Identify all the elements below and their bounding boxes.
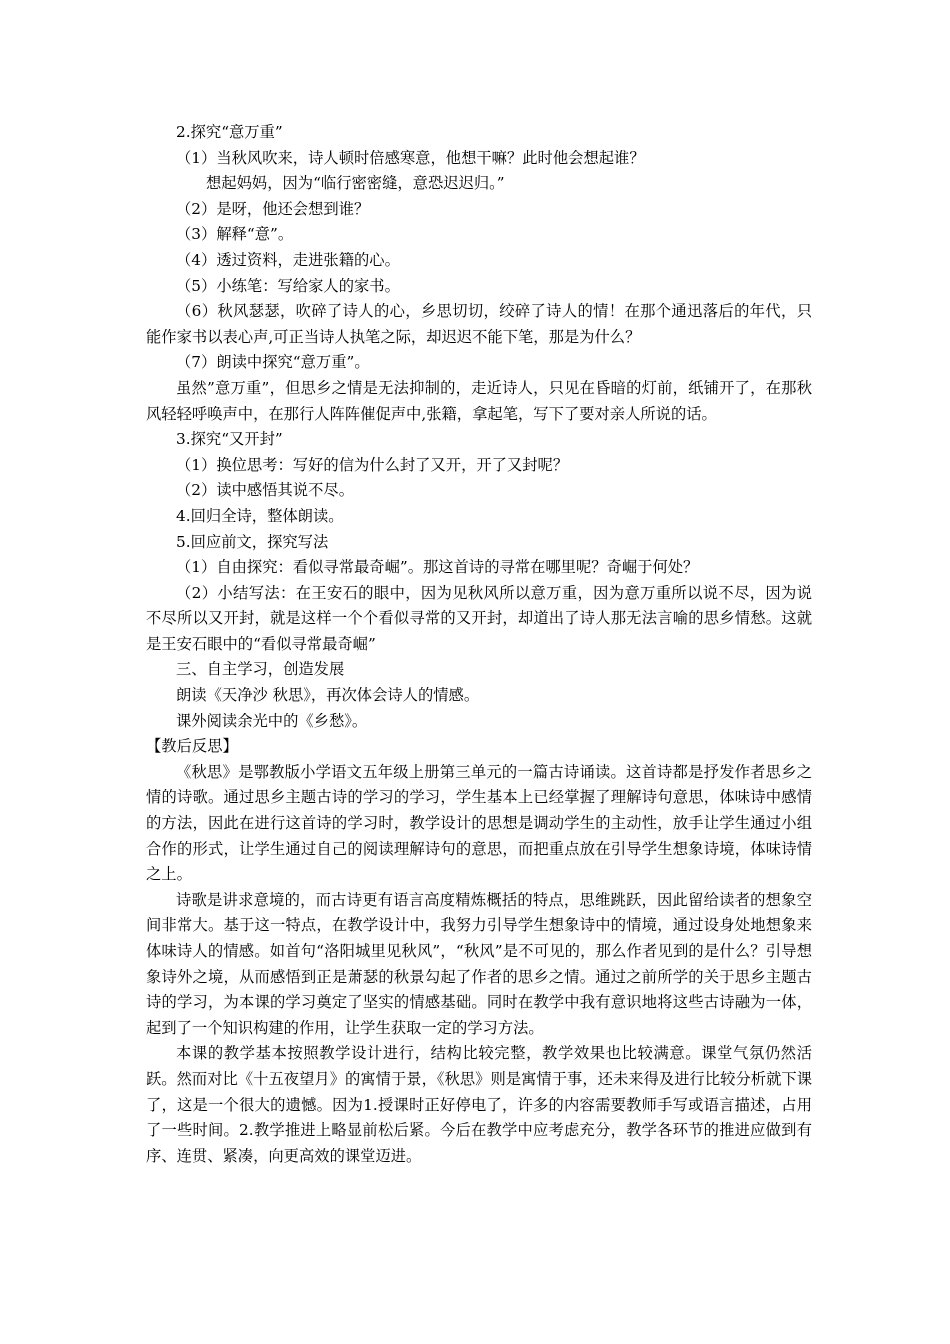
paragraph: （4）透过资料，走进张籍的心。: [176, 250, 400, 269]
paragraph: 朗读《天净沙 秋思》，再次体会诗人的情感。: [176, 686, 480, 705]
paragraph: 本课的教学基本按照教学设计进行，结构比较完整，教学效果也比较满意。课堂气氛仍然活跃。然而对比《十五夜望月》的寓情于景，《秋思》则是寓情于事，还未来得及进行比较分析就下课了，这是一个很大的遗憾。因为1.授课时正好停电了，许多的内容需要教师手写或语言描述，占用了一些时间。2.教学推进上略显前松后紧。今后在教学中应考虑充分，教学各环节的推进应做到有序、连贯、紧凑，向更高效的课堂迈进。: [146, 1044, 812, 1165]
paragraph: 虽然”意万重”，但思乡之情是无法抑制的，走近诗人，只见在昏暗的灯前，纸铺开了，在那秋风轻轻呼唤声中，在那行人阵阵催促声中,张籍，拿起笔，写下了要对亲人所说的话。: [146, 378, 812, 423]
section-heading: 5.回应前文，探究写法: [176, 532, 329, 551]
section-heading: 三、自主学习，创造发展: [176, 660, 345, 679]
section-heading: 3.探究“又开封”: [176, 430, 283, 449]
paragraph: 《秋思》是鄂教版小学语文五年级上册第三单元的一篇古诗诵读。这首诗都是抒发作者思乡之情的诗歌。通过思乡主题古诗的学习的学习，学生基本上已经掌握了理解诗句意思，体味诗中感情的方法，因此在进行这首诗的学习时，教学设计的思想是调动学生的主动性，放手让学生通过小组合作的形式，让学生通过自己的阅读理解诗句的意思，而把重点放在引导学生想象诗境，体味诗情之上。: [146, 762, 812, 884]
section-heading: 4.回归全诗，整体朗读。: [176, 506, 344, 525]
paragraph: （2）小结写法：在王安石的眼中，因为见秋风所以意万重，因为意万重所以说不尽，因为说不尽所以又开封，就是这样一个个看似寻常的又开封，却道出了诗人那无法言喻的思乡情愁。这就是王安石眼中的“看似寻常最奇崛”: [146, 583, 812, 653]
paragraph: （2）读中感悟其说不尽。: [176, 481, 354, 500]
paragraph: （3）解释“意”。: [176, 225, 294, 244]
paragraph: （5）小练笔：写给家人的家书。: [176, 276, 400, 295]
paragraph: （1）自由探究：看似寻常最奇崛”。那这首诗的寻常在哪里呢？奇崛于何处？: [176, 558, 699, 577]
paragraph: （6）秋风瑟瑟，吹碎了诗人的心，乡思切切，绞碎了诗人的情！在那个通迅落后的年代，只能作家书以表心声,可正当诗人执笔之际，却迟迟不能下笔，那是为什么？: [146, 302, 812, 346]
paragraph: 课外阅读余光中的《乡愁》。: [176, 711, 368, 730]
paragraph: （2）是呀，他还会想到谁？: [176, 199, 370, 218]
paragraph: 诗歌是讲求意境的，而古诗更有语言高度精炼概括的特点，思维跳跃，因此留给读者的想象空间非常大。基于这一特点，在教学设计中，我努力引导学生想象诗中的情境，通过设身处地想象来体味诗人的情感。如首句“洛阳城里见秋风”，“秋风”是不可见的，那么作者见到的是什么？引导想象诗外之境，从而感悟到正是萧瑟的秋景勾起了作者的思乡之情。通过之前所学的关于思乡主题古诗的学习，为本课的学习奠定了坚实的情感基础。同时在教学中我有意识地将这些古诗融为一体，起到了一个知识构建的作用，让学生获取一定的学习方法。: [146, 890, 812, 1037]
reflection-heading: 【教后反思】: [146, 737, 238, 756]
paragraph: （1）换位思考：写好的信为什么封了又开，开了又封呢？: [176, 455, 569, 474]
paragraph: 想起妈妈，因为“临行密密缝，意恐迟迟归。”: [206, 174, 505, 193]
document-body: [146, 120, 812, 1169]
paragraph: （7）朗读中探究“意万重”。: [176, 353, 370, 372]
paragraph: （1）当秋风吹来，诗人顿时倍感寒意，他想干嘛？此时他会想起谁？: [176, 148, 645, 167]
paragraph: 2.探究“意万重”: [176, 123, 283, 141]
